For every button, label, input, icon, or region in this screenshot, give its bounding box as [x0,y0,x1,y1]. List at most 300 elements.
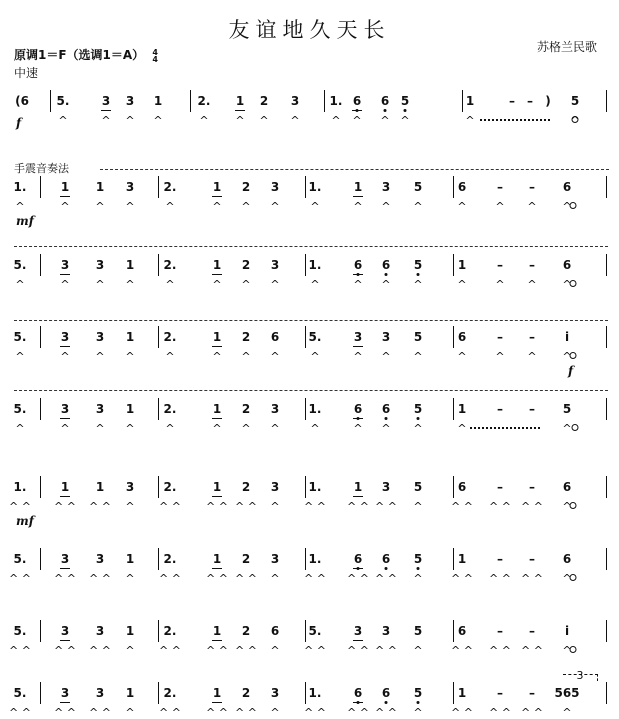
note: 5. [308,624,322,638]
note: 6 [457,180,467,194]
note: – [529,258,535,272]
note: 2. [163,330,177,344]
accent-mark: ^ [125,644,135,657]
note: 5 [400,94,410,108]
accent-mark: ^ ^ [235,706,257,719]
accent-mark: ^ ^ [451,706,473,719]
accent-mark: ^ [235,114,245,127]
accent-mark: ^ [381,278,391,291]
accent-mark: ^ [270,644,280,657]
note: 1 [212,480,222,494]
note: 3 [270,180,280,194]
accent-mark: ^ [562,644,572,657]
note: 3 [95,552,105,566]
note: 5. [308,330,322,344]
accent-mark: ^ [15,278,25,291]
barline [305,620,306,642]
barline [40,176,41,198]
note: 3 [60,686,70,700]
accent-mark: ^ [241,200,251,213]
tremolo-line [470,427,540,429]
note: 5. [13,330,27,344]
note: 3 [270,552,280,566]
note: – [529,686,535,700]
accent-mark: ^ [15,200,25,213]
accent-mark: ^ [270,706,280,719]
note: 6 [381,686,391,700]
eighth-underline [353,496,363,497]
note: 3 [381,480,391,494]
accent-mark: ^ ^ [304,706,326,719]
accent-mark: ^ [60,350,70,363]
note: 2. [163,552,177,566]
barline [606,254,607,276]
note: 6 [457,480,467,494]
accent-mark: ^ ^ [375,500,397,513]
note: 6 [562,258,572,272]
accent-mark: ^ ^ [206,644,228,657]
eighth-underline [212,702,222,703]
eighth-underline [353,346,363,347]
accent-mark: ^ ^ [451,572,473,585]
accent-mark: ^ [125,422,135,435]
note: 3 [353,330,363,344]
accent-mark: ^ [457,200,467,213]
barline [40,326,41,348]
accent-mark: ^ ^ [89,500,111,513]
accent-mark: ^ [352,114,362,127]
note: 1. [308,480,322,494]
accent-mark: ^ [381,422,391,435]
note: 5 [413,258,423,272]
accent-mark: ^ [60,200,70,213]
note: 2 [241,180,251,194]
barline [305,398,306,420]
accent-mark: ^ [125,500,135,513]
tremolo-line [480,119,550,121]
note: 6 [381,258,391,272]
note: 2 [241,552,251,566]
accent-mark: ^ [310,422,320,435]
note: 6 [270,330,280,344]
accent-mark: ^ [413,200,423,213]
note: 6 [562,180,572,194]
accent-mark: ^ [562,706,572,719]
end-circle [570,502,577,509]
accent-mark: ^ [570,114,580,127]
note: 2. [197,94,211,108]
barline [158,254,159,276]
note: 1 [457,686,467,700]
accent-mark: ^ [457,350,467,363]
note: 2 [241,686,251,700]
accent-mark: ^ [495,200,505,213]
accent-mark: ^ [310,278,320,291]
eighth-underline [60,568,70,569]
accent-mark: ^ ^ [489,644,511,657]
accent-mark: ^ [562,500,572,513]
note: 3 [60,258,70,272]
note: 6 [353,258,363,272]
time-signature [152,49,158,63]
note: 1. [308,258,322,272]
barline [305,548,306,570]
note: 6 [381,402,391,416]
eighth-underline [212,418,222,419]
note: 3 [60,552,70,566]
accent-mark: ^ [95,278,105,291]
note: 5 [413,480,423,494]
accent-mark: ^ [60,278,70,291]
barline [305,176,306,198]
octave-dot [417,273,420,276]
accent-mark: ^ [125,572,135,585]
eighth-underline [353,274,363,275]
accent-mark: ^ ^ [9,500,31,513]
note: 3 [270,402,280,416]
eighth-underline [353,568,363,569]
note: – [497,686,503,700]
octave-dot [385,273,388,276]
accent-mark: ^ [562,572,572,585]
note: 565 [554,686,580,700]
accent-mark: ^ ^ [451,500,473,513]
note: 6 [457,624,467,638]
accent-mark: ^ ^ [304,572,326,585]
note: 1 [60,180,70,194]
eighth-underline [212,568,222,569]
barline [453,176,454,198]
accent-mark: ^ ^ [347,644,369,657]
accent-mark: ^ [413,500,423,513]
note: 1 [125,686,135,700]
accent-mark: ^ ^ [159,644,181,657]
accent-mark: ^ ^ [347,706,369,719]
octave-dot [385,701,388,704]
accent-mark: ^ ^ [54,706,76,719]
accent-mark: ^ ^ [159,500,181,513]
note: – [529,402,535,416]
eighth-underline [212,496,222,497]
note: 6 [457,330,467,344]
accent-mark: ^ [457,278,467,291]
dynamic-mark: f [16,116,22,130]
barline [453,326,454,348]
accent-mark: ^ ^ [9,572,31,585]
accent-mark: ^ [495,278,505,291]
accent-mark: ^ ^ [375,572,397,585]
accent-mark: ^ [125,200,135,213]
note: 1. [308,402,322,416]
accent-mark: ^ [381,350,391,363]
note: 3 [270,480,280,494]
note: 3 [125,480,135,494]
note: 3 [381,180,391,194]
note: 3 [95,402,105,416]
barline [453,476,454,498]
note: 1 [212,258,222,272]
accent-mark: ^ [413,572,423,585]
accent-mark: ^ [58,114,68,127]
end-circle [570,574,577,581]
note: 2. [163,402,177,416]
barline [158,398,159,420]
accent-mark: ^ [270,200,280,213]
accent-mark: ^ ^ [206,706,228,719]
barline [40,254,41,276]
note: 1 [125,402,135,416]
barline [453,254,454,276]
eighth-underline [212,346,222,347]
accent-mark: ^ [101,114,111,127]
key-signature [14,46,158,63]
note: 3 [95,258,105,272]
technique-dashed-line [100,169,609,170]
accent-mark: ^ [212,278,222,291]
triplet-label: 3 [576,669,584,682]
accent-mark: ^ [400,114,410,127]
accent-mark: ^ [562,422,572,435]
accent-mark: ^ [495,350,505,363]
note: 1 [353,180,363,194]
eighth-underline [212,640,222,641]
note: 1. [13,480,27,494]
accent-mark: ^ [353,200,363,213]
composer-credit: 苏格兰民歌 [536,40,597,54]
accent-mark: ^ [270,500,280,513]
eighth-underline [60,346,70,347]
accent-mark: ^ [95,200,105,213]
note: 5 [413,686,423,700]
note: i [564,330,570,344]
accent-mark: ^ [270,350,280,363]
accent-mark: ^ ^ [235,572,257,585]
accent-mark: ^ [527,350,537,363]
barline [453,620,454,642]
note: 3 [60,402,70,416]
tempo-marking: 中速 [14,66,39,80]
barline [158,548,159,570]
eighth-underline [60,418,70,419]
accent-mark: ^ [562,200,572,213]
accent-mark: ^ [353,422,363,435]
barline [40,620,41,642]
barline [606,548,607,570]
note: – [497,402,503,416]
note: 1 [212,402,222,416]
barline [462,90,463,112]
note: 3 [60,330,70,344]
note: 1. [13,180,27,194]
accent-mark: ^ [353,350,363,363]
accent-mark: ^ [331,114,341,127]
note: 1. [329,94,343,108]
accent-mark: ^ ^ [521,706,543,719]
accent-mark: ^ ^ [489,706,511,719]
note: 6 [380,94,390,108]
note: 3 [381,624,391,638]
accent-mark: ^ ^ [521,644,543,657]
end-circle [570,646,577,653]
note: 1. [308,552,322,566]
octave-dot [385,417,388,420]
accent-mark: ^ [212,350,222,363]
accent-mark: ^ [199,114,209,127]
accent-mark: ^ [310,350,320,363]
note: – [529,330,535,344]
fermata-circle [572,424,579,431]
note: 3 [290,94,300,108]
barline [40,548,41,570]
key-text: 原调1＝F（选调1＝A） [14,48,145,62]
accent-mark: ^ [95,422,105,435]
accent-mark: ^ ^ [375,706,397,719]
note: 1. [308,180,322,194]
note: 1 [60,480,70,494]
note: 3 [101,94,111,108]
barline [324,90,325,112]
accent-mark: ^ [457,422,467,435]
note: 2. [163,624,177,638]
pickup-note: (6 [15,94,29,108]
barline [158,620,159,642]
barline [305,476,306,498]
end-circle [570,202,577,209]
note: 3 [125,180,135,194]
accent-mark: ^ [380,114,390,127]
octave-dot [384,109,387,112]
barline [40,682,41,704]
note: 1 [153,94,163,108]
note: 6 [562,552,572,566]
accent-mark: ^ [165,422,175,435]
barline [453,398,454,420]
note: 1 [235,94,245,108]
accent-mark: ^ [212,422,222,435]
note: 1 [457,258,467,272]
barline [158,326,159,348]
note: 3 [125,94,135,108]
row-separator [14,246,608,247]
song-title: 友谊地久天长 [228,18,391,42]
dynamic-mark: mf [16,214,34,228]
octave-dot [417,701,420,704]
barline [305,682,306,704]
barline [305,326,306,348]
end-circle [570,280,577,287]
note: 1 [125,258,135,272]
accent-mark: ^ [165,278,175,291]
accent-mark: ^ ^ [347,572,369,585]
accent-mark: ^ [60,422,70,435]
eighth-underline [352,110,362,111]
accent-mark: ^ [125,706,135,719]
note: 2 [241,330,251,344]
accent-mark: ^ ^ [54,644,76,657]
accent-mark: ^ [562,278,572,291]
barline [158,176,159,198]
eighth-underline [101,110,111,111]
accent-mark: ^ [353,278,363,291]
technique-label: 手震音奏法 [14,162,69,175]
note: 1 [212,180,222,194]
note: 5. [13,402,27,416]
note: 6 [353,552,363,566]
note: 5. [13,552,27,566]
accent-mark: ^ [413,350,423,363]
dynamic-mark: mf [16,514,34,528]
accent-mark: ^ [15,350,25,363]
eighth-underline [353,702,363,703]
accent-mark: ^ ^ [54,572,76,585]
accent-mark: ^ [241,422,251,435]
note: 3 [353,624,363,638]
note: 1 [125,624,135,638]
note: 1 [212,552,222,566]
note: 5 [413,180,423,194]
barline [158,682,159,704]
note: 2. [163,480,177,494]
accent-mark: ^ ^ [489,500,511,513]
row-separator [14,390,608,391]
accent-mark: ^ [212,200,222,213]
barline [40,398,41,420]
accent-mark: ^ ^ [54,500,76,513]
accent-mark: ^ [259,114,269,127]
note: 2. [163,686,177,700]
note: 5 [570,94,580,108]
barline [305,254,306,276]
eighth-underline [60,496,70,497]
note: 2. [163,258,177,272]
note: – [529,180,535,194]
barline [158,476,159,498]
note: 1 [212,330,222,344]
octave-dot [385,567,388,570]
eighth-underline [60,196,70,197]
note: 2 [241,480,251,494]
accent-mark: ^ ^ [451,644,473,657]
note: – [529,552,535,566]
note: 3 [60,624,70,638]
barline [606,620,607,642]
note: 5 [413,552,423,566]
accent-mark: ^ [241,278,251,291]
note: 1 [465,94,475,108]
accent-mark: ^ ^ [235,644,257,657]
note: 3 [95,330,105,344]
accent-mark: ^ ^ [521,500,543,513]
accent-mark: ^ [465,114,475,127]
accent-mark: ^ [153,114,163,127]
accent-mark: ^ [270,572,280,585]
note: 1 [457,552,467,566]
note: ) [545,94,551,108]
note: 3 [381,330,391,344]
eighth-underline [212,274,222,275]
accent-mark: ^ [527,278,537,291]
barline [606,682,607,704]
accent-mark: ^ ^ [89,706,111,719]
note: 5. [56,94,70,108]
note: 2 [241,258,251,272]
accent-mark: ^ [165,350,175,363]
note: 2 [259,94,269,108]
accent-mark: ^ ^ [347,500,369,513]
note: 1 [212,686,222,700]
note: 1 [212,624,222,638]
barline [50,90,51,112]
